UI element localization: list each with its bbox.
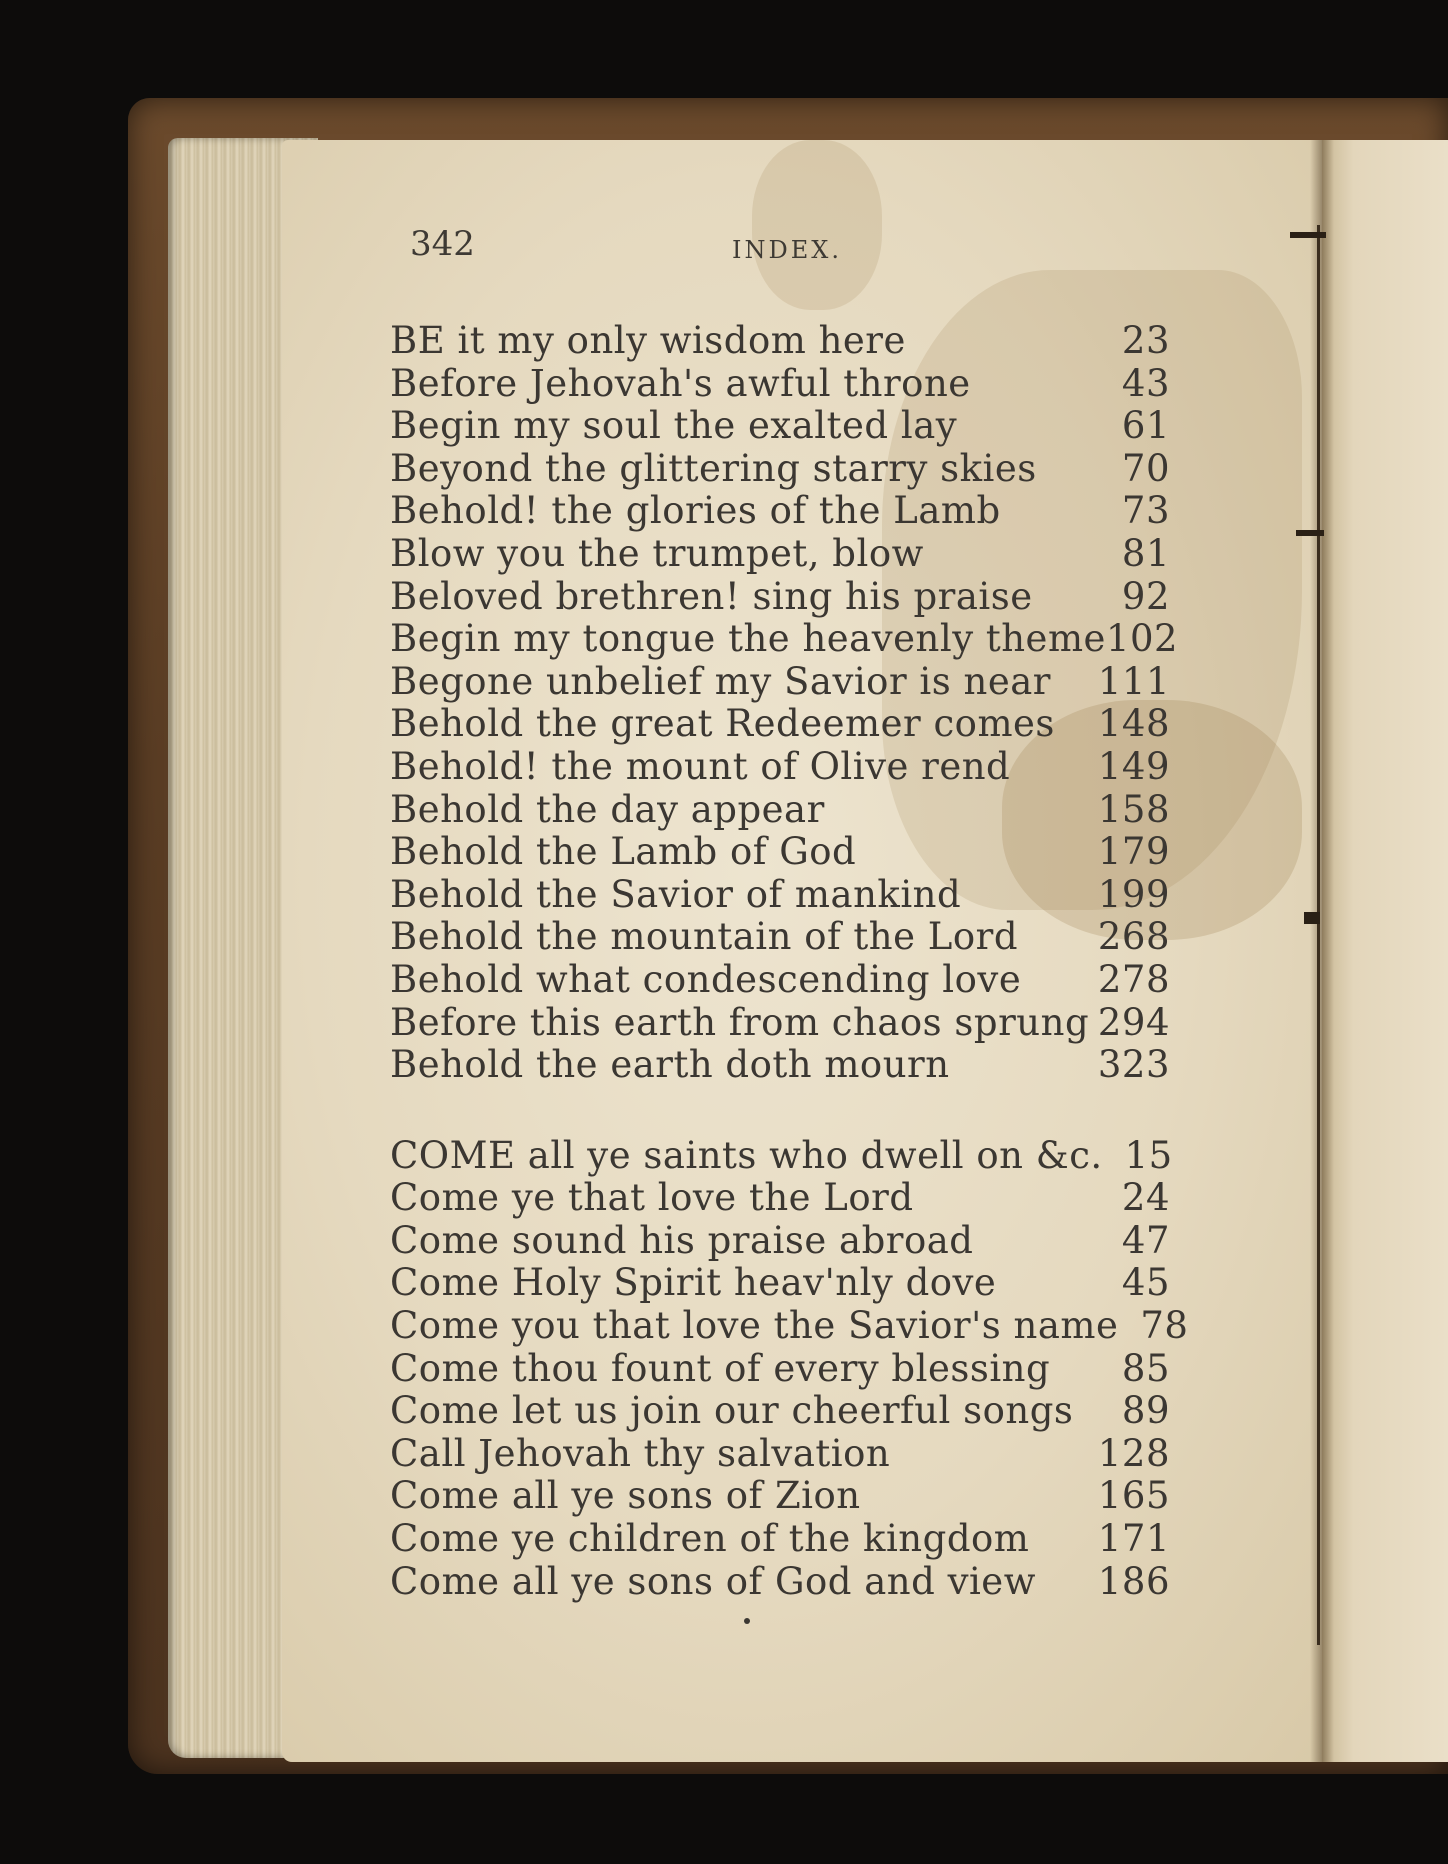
hymn-page: 47 <box>1121 1218 1170 1262</box>
hymn-page: 148 <box>1097 702 1170 746</box>
index-entry <box>390 576 1170 619</box>
hymn-page: 128 <box>1097 1431 1170 1475</box>
first-line: Behold the mountain of the Lord <box>390 915 1019 959</box>
index-entry <box>390 1044 1170 1087</box>
index-entry <box>390 490 1170 533</box>
first-line: Begin my tongue the heavenly theme <box>390 617 1106 661</box>
hymn-page: 102 <box>1105 617 1179 661</box>
hymn-page: 92 <box>1121 574 1170 618</box>
index-entry <box>390 1561 1170 1604</box>
first-line: Behold the earth doth mourn <box>390 1043 950 1087</box>
index-entry <box>390 789 1170 832</box>
first-line: Come Holy Spirit heav'nly dove <box>390 1261 997 1305</box>
first-line: Behold the Lamb of God <box>390 830 857 874</box>
index-entry <box>390 874 1170 917</box>
hymn-page: 179 <box>1097 830 1170 874</box>
page-number: 342 <box>410 224 475 264</box>
hymn-page: 268 <box>1097 915 1170 959</box>
hymn-page: 70 <box>1121 446 1170 490</box>
hymn-page: 81 <box>1121 531 1170 575</box>
first-line: Come thou fount of every blessing <box>390 1346 1051 1390</box>
hymn-page: 73 <box>1121 489 1170 533</box>
first-line: Come all ye sons of God and view <box>390 1559 1036 1603</box>
binding-thread <box>1317 225 1320 1645</box>
index-entry <box>390 1348 1170 1391</box>
section-spacer <box>390 1087 1170 1135</box>
hymn-page: 149 <box>1097 744 1170 788</box>
first-line: Before this earth from chaos sprung <box>390 1000 1090 1044</box>
binding-knot <box>1290 232 1326 238</box>
hymn-page: 111 <box>1097 659 1170 703</box>
index-entry <box>390 703 1170 746</box>
hymn-page: 45 <box>1121 1261 1170 1305</box>
first-line: Come ye that love the Lord <box>390 1176 914 1220</box>
index-entry <box>390 1177 1170 1220</box>
index-entry <box>390 448 1170 491</box>
hymn-page: 199 <box>1097 872 1170 916</box>
index-entry <box>390 1002 1170 1045</box>
index-entry <box>390 1390 1170 1433</box>
hymn-page: 78 <box>1140 1304 1189 1348</box>
hymn-page: 294 <box>1097 1000 1170 1044</box>
index-entry <box>390 533 1170 576</box>
index-entry <box>390 916 1170 959</box>
index-entry <box>390 1304 1189 1348</box>
hymn-page: 24 <box>1121 1176 1170 1220</box>
hymn-index-list <box>390 319 1189 1603</box>
hymn-page: 158 <box>1097 787 1170 831</box>
first-line: Blow you the trumpet, blow <box>390 531 924 575</box>
first-line: BE it my only wisdom here <box>390 319 906 362</box>
binding-knot <box>1304 912 1320 924</box>
first-line: Behold! the glories of the Lamb <box>390 489 1001 533</box>
index-entry <box>390 959 1170 1002</box>
first-line: Call Jehovah thy salvation <box>390 1431 891 1475</box>
hymn-page: 171 <box>1097 1517 1170 1561</box>
facing-page <box>1322 140 1448 1762</box>
index-entry <box>390 405 1170 448</box>
first-line: Behold the great Redeemer comes <box>390 702 1055 746</box>
index-entry <box>390 1475 1170 1518</box>
hymn-page: 85 <box>1121 1346 1170 1390</box>
index-entry <box>390 363 1170 406</box>
hymn-page: 278 <box>1097 957 1170 1001</box>
hymn-page: 89 <box>1121 1389 1170 1433</box>
hymn-page: 43 <box>1121 361 1170 405</box>
ink-speck <box>744 1618 750 1624</box>
book-gutter <box>1310 140 1334 1762</box>
hymn-page: 23 <box>1121 319 1170 362</box>
index-entry <box>390 1433 1170 1476</box>
index-entry <box>390 617 1179 661</box>
first-line: Begone unbelief my Savior is near <box>390 659 1051 703</box>
running-head: INDEX. <box>732 236 842 264</box>
first-line: Before Jehovah's awful throne <box>390 361 971 405</box>
index-entry <box>390 746 1170 789</box>
first-line: Come sound his praise abroad <box>390 1218 974 1262</box>
hymn-page: 323 <box>1097 1043 1170 1087</box>
first-line: COME all ye saints who dwell on &c. <box>390 1133 1103 1177</box>
hymn-page: 186 <box>1097 1559 1170 1603</box>
first-line: Behold the day appear <box>390 787 825 831</box>
index-entry <box>390 1220 1170 1263</box>
first-line: Come you that love the Savior's name <box>390 1304 1119 1348</box>
index-entry <box>390 320 1170 363</box>
first-line: Come let us join our cheerful songs <box>390 1389 1074 1433</box>
index-entry <box>390 1518 1170 1561</box>
index-entry <box>390 1262 1170 1305</box>
hymn-page: 61 <box>1121 404 1170 448</box>
page-header <box>402 224 962 274</box>
first-line: Beloved brethren! sing his praise <box>390 574 1033 618</box>
index-entry <box>390 661 1170 704</box>
first-line: Begin my soul the exalted lay <box>390 404 958 448</box>
index-entry <box>390 1133 1173 1178</box>
index-entry <box>390 831 1170 874</box>
first-line: Behold! the mount of Olive rend <box>390 744 1011 788</box>
first-line: Beyond the glittering starry skies <box>390 446 1037 490</box>
binding-knot <box>1296 530 1324 536</box>
hymn-page: 165 <box>1097 1474 1170 1518</box>
first-line: Come ye children of the kingdom <box>390 1517 1030 1561</box>
first-line: Behold the Savior of mankind <box>390 872 962 916</box>
first-line: Come all ye sons of Zion <box>390 1474 861 1518</box>
hymn-page: 15 <box>1124 1133 1173 1177</box>
first-line: Behold what condescending love <box>390 957 1022 1001</box>
